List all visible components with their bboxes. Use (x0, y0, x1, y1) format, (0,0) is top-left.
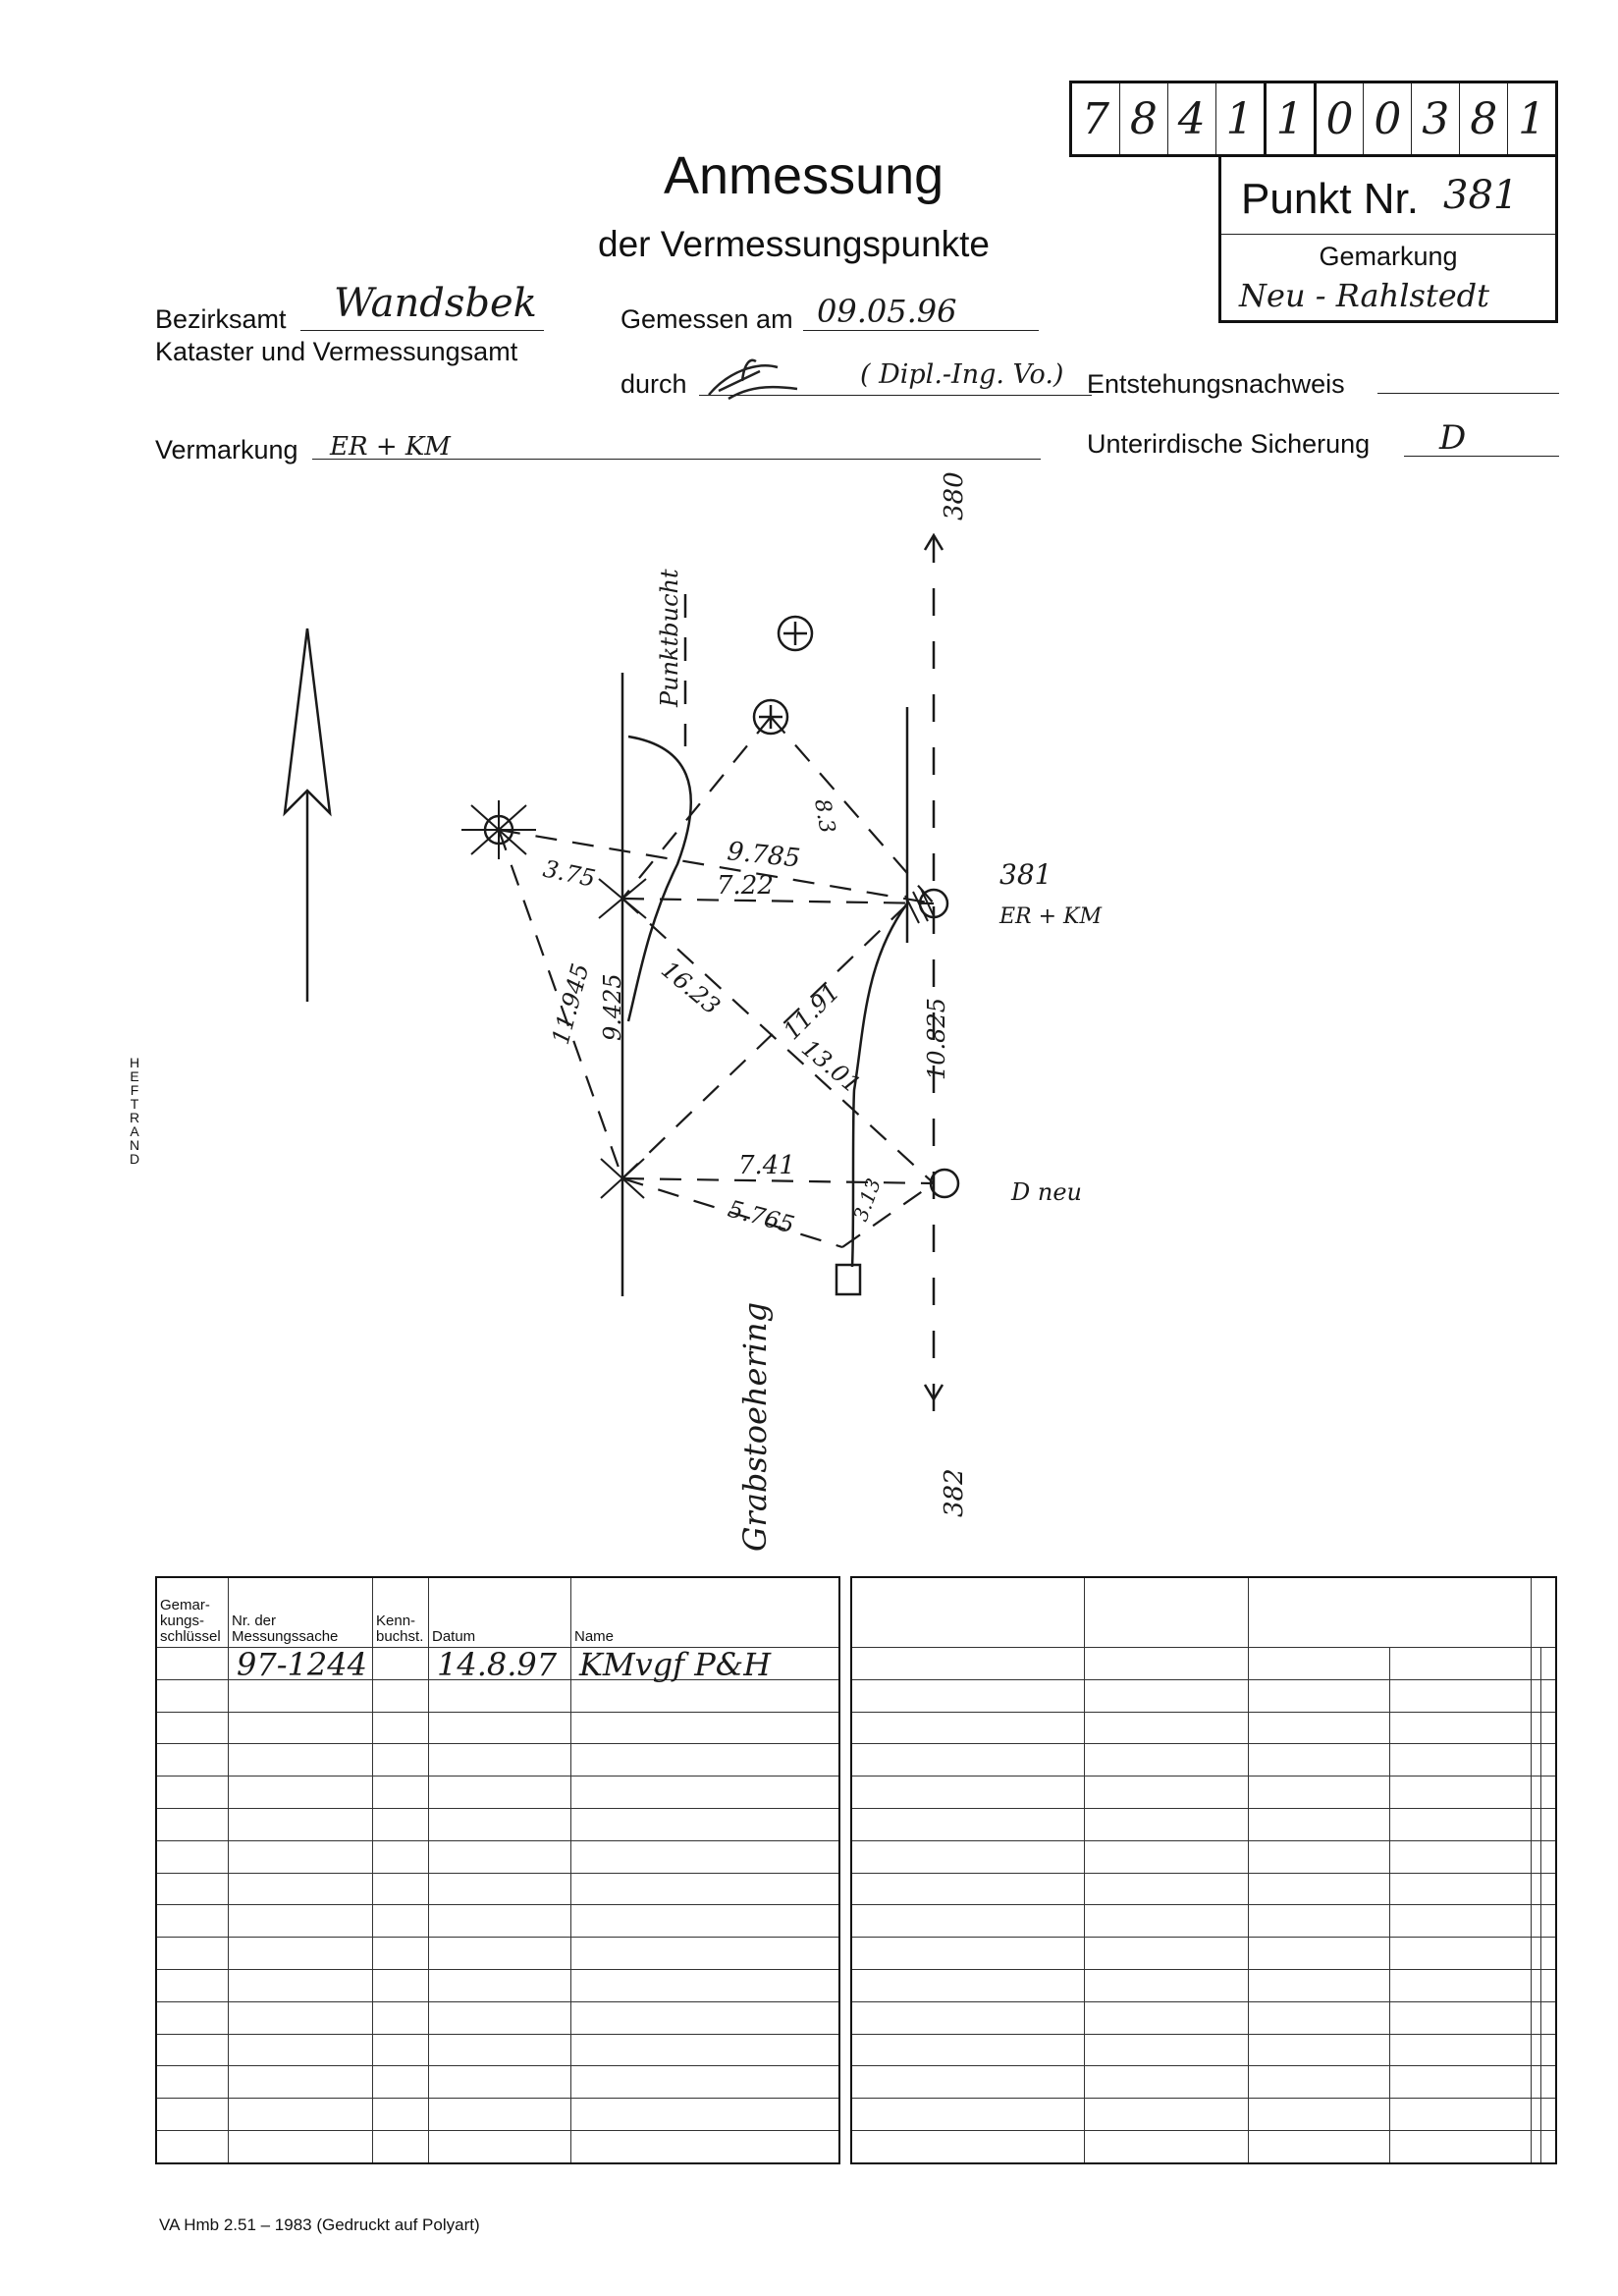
table-cell (156, 1679, 229, 1712)
table-cell (571, 1969, 840, 2001)
d-neu-label: D neu (1011, 1178, 1082, 1206)
table-cell (1532, 1712, 1541, 1744)
table-row (851, 1744, 1556, 1777)
table-cell (373, 2099, 429, 2131)
table-row (156, 1679, 839, 1712)
table-row (851, 1938, 1556, 1970)
table-cell (1541, 2130, 1556, 2162)
table-cell (229, 1840, 373, 1873)
table-row (156, 1648, 839, 1680)
table-cell (429, 1905, 571, 1938)
header-kennbuchstabe: Kenn-buchst. (373, 1577, 429, 1648)
table-cell (429, 1840, 571, 1873)
table-cell (229, 1712, 373, 1744)
table-cell (571, 1808, 840, 1840)
table-cell: KMvgf P&H (571, 1648, 840, 1680)
bezirksamt-label: Bezirksamt (155, 304, 287, 334)
table-cell (1249, 1905, 1390, 1938)
table-cell: 97-1244 (229, 1648, 373, 1680)
table-cell (1541, 2001, 1556, 2034)
table-row (156, 1905, 839, 1938)
table-cell (229, 2130, 373, 2162)
table-row (851, 1840, 1556, 1873)
table-cell (1390, 1808, 1532, 1840)
table-cell (1541, 1712, 1556, 1744)
gemessen-label: Gemessen am (620, 304, 793, 334)
table-cell (571, 1938, 840, 1970)
table-cell (229, 1777, 373, 1809)
table-cell (571, 1777, 840, 1809)
table-cell (1085, 1648, 1249, 1680)
gemarkung-label: Gemarkung (1319, 242, 1458, 271)
table-cell (1085, 1679, 1249, 1712)
id-digit: 0 (1317, 83, 1365, 154)
durch-value: ( Dipl.-Ing. Vo.) (860, 359, 1064, 390)
table-cell (1390, 1938, 1532, 1970)
table-row (851, 2066, 1556, 2099)
table-cell (373, 1808, 429, 1840)
table-cell (429, 1744, 571, 1777)
table-cell (229, 1969, 373, 2001)
table-cell (1532, 2001, 1541, 2034)
table-cell (373, 1648, 429, 1680)
sicherung-label: Unterirdische Sicherung (1087, 429, 1371, 459)
table-cell (1085, 1905, 1249, 1938)
table-cell (1249, 1744, 1390, 1777)
empty-rows (156, 1679, 839, 2162)
id-digit: 0 (1364, 83, 1412, 154)
table-cell (571, 2099, 840, 2131)
table-cell (1390, 1840, 1532, 1873)
table-cell (1532, 1840, 1541, 1873)
table-cell (1085, 1808, 1249, 1840)
table-header-row (156, 1577, 839, 1648)
table-cell (851, 2001, 1085, 2034)
table-cell (1249, 2066, 1390, 2099)
table-cell (851, 1808, 1085, 1840)
table-cell (373, 1777, 429, 1809)
table-cell (1532, 1905, 1541, 1938)
heftrand-label (128, 1056, 141, 1166)
table-row (156, 2099, 839, 2131)
table-cell (1532, 1744, 1541, 1777)
point-381-marking: ER + KM (999, 904, 1103, 929)
table-cell (229, 2001, 373, 2034)
measure: 3.13 (848, 1175, 886, 1225)
id-digit: 3 (1412, 83, 1460, 154)
right-table (850, 1576, 1557, 2164)
table-cell (851, 1679, 1085, 1712)
table-cell (851, 1873, 1085, 1905)
measure: 11.945 (546, 960, 595, 1048)
table-cell (1532, 2034, 1541, 2066)
table-cell (1541, 1777, 1556, 1809)
table-cell (1249, 2001, 1390, 2034)
table-cell (373, 1969, 429, 2001)
table-cell (156, 2130, 229, 2162)
table-cell (1085, 1969, 1249, 2001)
table-cell (429, 2066, 571, 2099)
table-cell (851, 1744, 1085, 1777)
table-cell (1249, 1712, 1390, 1744)
point-381-label: 381 (999, 858, 1052, 891)
table-cell (1532, 2099, 1541, 2131)
table-cell (1249, 1679, 1390, 1712)
table-cell (373, 2130, 429, 2162)
table-cell (571, 2066, 840, 2099)
table-cell (851, 1840, 1085, 1873)
measure: 11.91 (778, 977, 845, 1046)
table-row (851, 1873, 1556, 1905)
table-cell (1249, 2099, 1390, 2131)
table-cell (1541, 1938, 1556, 1970)
table-header-row (851, 1577, 1556, 1648)
table-cell (429, 1777, 571, 1809)
table-cell: 14.8.97 (429, 1648, 571, 1680)
header-nr-messungssache: Nr. der Messungssache (229, 1577, 373, 1648)
table-cell (1541, 1744, 1556, 1777)
table-cell (1390, 2130, 1532, 2162)
table-cell (429, 1969, 571, 2001)
table-cell (1085, 1873, 1249, 1905)
table-cell (1249, 1840, 1390, 1873)
table-cell (156, 2034, 229, 2066)
id-digit: 7 (1072, 83, 1120, 154)
page-subtitle: der Vermessungspunkte (598, 224, 991, 264)
right-rows (851, 1648, 1556, 2163)
table-cell (156, 1938, 229, 1970)
table-cell (571, 1744, 840, 1777)
id-digit: 8 (1120, 83, 1168, 154)
grabstoehering-label: Grabstoehering (736, 1301, 774, 1552)
point-382-label: 382 (940, 1468, 969, 1517)
header-empty (1532, 1577, 1556, 1648)
table-cell (1249, 1808, 1390, 1840)
table-cell (571, 1679, 840, 1712)
table-cell (851, 1938, 1085, 1970)
table-cell (156, 1648, 229, 1680)
table-cell (851, 2130, 1085, 2162)
header-gemarkungsschluessel: Gemar-kungs-schlüssel (156, 1577, 229, 1648)
table-cell (571, 2034, 840, 2066)
table-cell (373, 1744, 429, 1777)
entstehung-label: Entstehungsnachweis (1087, 369, 1345, 399)
id-digit: 1 (1267, 83, 1317, 154)
table-row (851, 1679, 1556, 1712)
measure: 3.75 (540, 854, 598, 893)
table-row (851, 1777, 1556, 1809)
table-cell (373, 1938, 429, 1970)
table-cell (1541, 1905, 1556, 1938)
table-cell (851, 1648, 1085, 1680)
table-cell (1390, 1905, 1532, 1938)
table-cell (851, 2034, 1085, 2066)
id-digit: 4 (1168, 83, 1216, 154)
table-cell (1085, 2130, 1249, 2162)
table-cell (429, 2034, 571, 2066)
page-title: Anmessung (664, 146, 944, 205)
measure: 7.41 (738, 1151, 795, 1180)
table-cell (851, 2066, 1085, 2099)
table-cell (373, 1873, 429, 1905)
table-cell (1532, 1873, 1541, 1905)
table-cell (1541, 2066, 1556, 2099)
table-cell (1249, 1777, 1390, 1809)
table-cell (851, 1712, 1085, 1744)
table-cell (1085, 2066, 1249, 2099)
table-cell (373, 1712, 429, 1744)
id-digit: 8 (1460, 83, 1508, 154)
punkt-value: 381 (1443, 173, 1519, 218)
table-row (851, 1648, 1556, 1680)
table-cell (1541, 1969, 1556, 2001)
table-cell (1532, 1969, 1541, 2001)
measure: 9.425 (599, 973, 626, 1041)
table-cell (229, 1938, 373, 1970)
table-cell (156, 1969, 229, 2001)
table-cell (156, 1712, 229, 1744)
table-cell (229, 1744, 373, 1777)
table-cell (429, 1938, 571, 1970)
table-row (156, 1808, 839, 1840)
table-cell (156, 2099, 229, 2131)
table-cell (156, 2001, 229, 2034)
table-row (156, 1744, 839, 1777)
table-row (156, 1969, 839, 2001)
table-cell (429, 1712, 571, 1744)
measure: 5.765 (725, 1194, 798, 1239)
table-cell (1541, 1679, 1556, 1712)
measure: 7.22 (717, 871, 774, 901)
table-cell (1085, 2099, 1249, 2131)
id-digit: 1 (1518, 93, 1546, 144)
table-cell (429, 2001, 571, 2034)
form-footer: VA Hmb 2.51 – 1983 (Gedruckt auf Polyart) (159, 2215, 480, 2234)
table-row (156, 2001, 839, 2034)
header-name: Name (571, 1577, 840, 1648)
table-cell (1532, 1808, 1541, 1840)
table-cell (1532, 1679, 1541, 1712)
table-cell (1085, 1712, 1249, 1744)
table-row (156, 1938, 839, 1970)
table-row (156, 2066, 839, 2099)
durch-label: durch (620, 369, 687, 399)
table-cell (229, 2034, 373, 2066)
table-row (156, 1840, 839, 1873)
gemarkung-value: Neu - Rahlstedt (1239, 277, 1490, 314)
table-cell (373, 1679, 429, 1712)
vermarkung-label: Vermarkung (155, 435, 298, 465)
table-cell (1390, 2034, 1532, 2066)
measure: 8.3 (809, 796, 839, 836)
table-cell (1532, 1938, 1541, 1970)
table-cell (1249, 1938, 1390, 1970)
table-cell (571, 1840, 840, 1873)
table-cell (1541, 1873, 1556, 1905)
header-datum: Datum (429, 1577, 571, 1648)
table-cell (571, 1905, 840, 1938)
table-row (851, 1808, 1556, 1840)
table-cell (156, 1777, 229, 1809)
table-cell (1532, 1648, 1541, 1680)
table-row (851, 2001, 1556, 2034)
table-cell (1532, 2130, 1541, 2162)
table-cell (1541, 2034, 1556, 2066)
table-cell (229, 1808, 373, 1840)
table-cell (156, 1840, 229, 1873)
table-cell (1541, 1648, 1556, 1680)
table-cell (1532, 2066, 1541, 2099)
table-cell (1390, 1969, 1532, 2001)
table-cell (851, 1905, 1085, 1938)
messungssache-table (155, 1576, 840, 2164)
table-cell (429, 1679, 571, 1712)
table-row (851, 1905, 1556, 1938)
table-cell (429, 1873, 571, 1905)
table-cell (1085, 1938, 1249, 1970)
table-cell (1390, 1712, 1532, 1744)
table-cell (156, 1905, 229, 1938)
measure: 13.01 (796, 1034, 866, 1099)
table-cell (429, 1808, 571, 1840)
table-cell (1390, 2066, 1532, 2099)
table-row (156, 1873, 839, 1905)
table-cell (229, 2099, 373, 2131)
header-empty (1249, 1577, 1532, 1648)
table-cell (1085, 2034, 1249, 2066)
table-cell (1085, 2001, 1249, 2034)
punkt-label: Punkt Nr. (1241, 175, 1419, 223)
table-cell (1390, 2001, 1532, 2034)
table-cell (1249, 2130, 1390, 2162)
measure: 9.785 (726, 837, 802, 874)
table-cell (571, 2130, 840, 2162)
table-cell (373, 2066, 429, 2099)
table-cell (156, 1873, 229, 1905)
table-cell (571, 2001, 840, 2034)
vermarkung-value: ER + KM (330, 432, 451, 462)
table-cell (156, 1744, 229, 1777)
header-empty (851, 1577, 1085, 1648)
table-cell (229, 1905, 373, 1938)
table-cell (1390, 1744, 1532, 1777)
measure: 16.23 (656, 956, 726, 1020)
table-cell (1249, 1648, 1390, 1680)
table-cell (1390, 1873, 1532, 1905)
table-cell (229, 1679, 373, 1712)
table-row (851, 2099, 1556, 2131)
table-cell (429, 2099, 571, 2131)
table-row (851, 2130, 1556, 2162)
table-cell (851, 2099, 1085, 2131)
table-cell (1541, 1808, 1556, 1840)
table-cell (1390, 1679, 1532, 1712)
table-cell (1085, 1840, 1249, 1873)
table-cell (373, 1840, 429, 1873)
table-cell (1249, 2034, 1390, 2066)
table-cell (1390, 2099, 1532, 2131)
table-cell (1532, 1777, 1541, 1809)
point-380-label: 380 (940, 471, 969, 520)
table-cell (1085, 1744, 1249, 1777)
table-cell (373, 1905, 429, 1938)
punktbucht-label: Punktbucht (656, 569, 683, 707)
table-row (156, 2034, 839, 2066)
kataster-label: Kataster und Vermessungsamt (155, 337, 518, 366)
table-cell (156, 1808, 229, 1840)
measure: 10.825 (923, 998, 950, 1080)
table-row (851, 2034, 1556, 2066)
table-cell (429, 2130, 571, 2162)
table-cell (229, 2066, 373, 2099)
table-cell (373, 2034, 429, 2066)
table-cell (156, 2066, 229, 2099)
header-empty (1085, 1577, 1249, 1648)
table-cell (373, 2001, 429, 2034)
table-cell (851, 1969, 1085, 2001)
table-cell (1541, 2099, 1556, 2131)
gemessen-value: 09.05.96 (817, 293, 957, 330)
table-cell (1541, 1840, 1556, 1873)
table-row (156, 1777, 839, 1809)
table-row (156, 1712, 839, 1744)
table-cell (1390, 1777, 1532, 1809)
bezirksamt-value: Wandsbek (334, 281, 537, 326)
table-cell (851, 1777, 1085, 1809)
table-cell (229, 1873, 373, 1905)
table-cell (1249, 1873, 1390, 1905)
table-cell (571, 1873, 840, 1905)
table-cell (1390, 1648, 1532, 1680)
north-arrow-icon (285, 629, 330, 813)
table-row (851, 1969, 1556, 2001)
table-row (156, 2130, 839, 2162)
table-cell (571, 1712, 840, 1744)
id-digit: 1 (1216, 83, 1267, 154)
sicherung-value: D (1439, 418, 1467, 458)
table-cell (1085, 1777, 1249, 1809)
table-cell (1249, 1969, 1390, 2001)
table-row (851, 1712, 1556, 1744)
heftrand-text: HEFTRAND (129, 1055, 140, 1167)
